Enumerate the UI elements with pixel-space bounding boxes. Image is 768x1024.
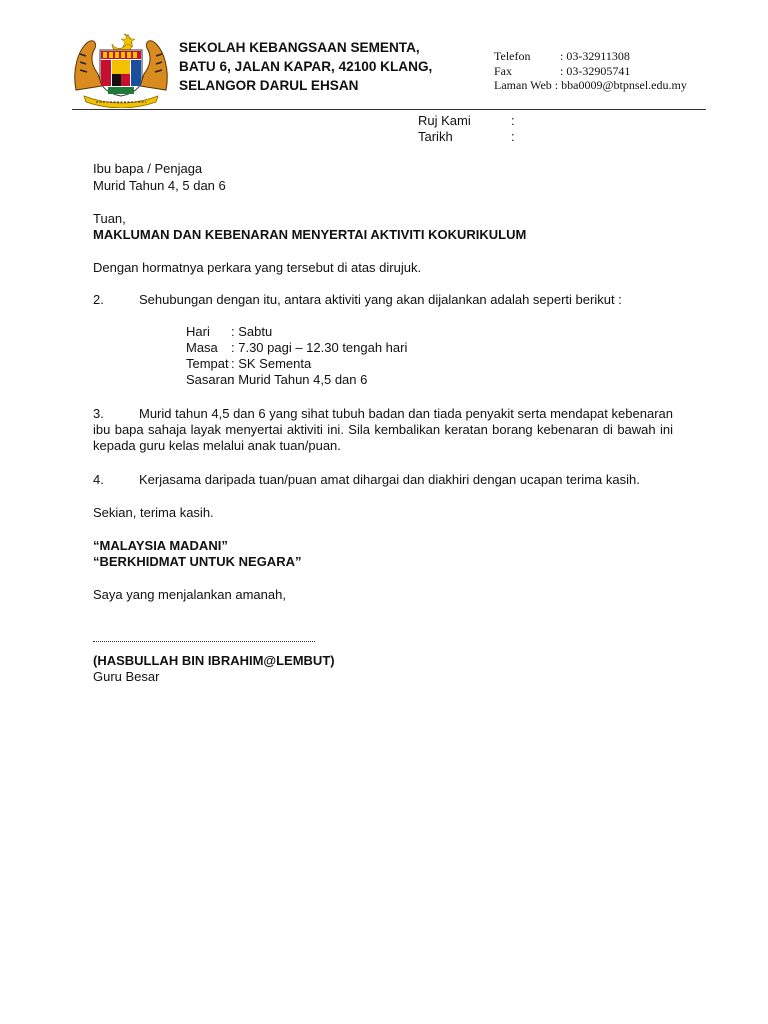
paragraph-number: 2. [93,292,104,307]
header-divider [72,109,706,110]
detail-row [186,324,407,340]
paragraph-number: 3. [93,406,104,421]
signature-line [93,641,315,642]
malaysia-coat-of-arms-icon [72,30,170,108]
paragraph-2 [93,292,673,308]
contact-value: : 03-32911308 [560,49,630,63]
recipient-line-1: Ibu bapa / Penjaga [93,161,203,176]
paragraph-number: 4. [93,472,104,487]
activity-details [186,324,407,388]
reference-label: Ruj Kami [418,113,471,128]
contact-value: : bba0009@btpnsel.edu.my [554,78,687,92]
paragraph-text: Kerjasama daripada tuan/puan amat dihargai dan diakhiri dengan ucapan terima kasih. [139,472,640,487]
detail-row [186,340,407,356]
signoff-line: Saya yang menjalankan amanah, [93,587,286,602]
intro-paragraph: Dengan hormatnya perkara yang tersebut di atas dirujuk. [93,260,422,275]
detail-row [186,356,407,372]
contact-web [494,78,687,93]
closing-line: Sekian, terima kasih. [93,505,214,520]
contact-block [494,49,687,93]
detail-value: : Murid Tahun 4,5 dan 6 [231,372,368,387]
reference-block [418,113,515,145]
contact-phone [494,49,687,64]
contact-fax [494,64,687,79]
detail-label: Sasaran [186,372,235,387]
school-name-line: SEKOLAH KEBANGSAAN SEMENTA, [179,40,420,55]
contact-label: Laman Web [494,78,552,92]
paragraph-text: Sehubungan dengan itu, antara aktiviti yang akan dijalankan adalah seperti berikut : [139,292,622,307]
paragraph-text: Murid tahun 4,5 dan 6 yang sihat tubuh badan dan tiada penyakit serta mendapat kebenaran ibu bapa sahaja layak menyertai aktiviti ini. Sila kembalikan keratan borang kebenaran di bawah ini kepada guru kelas melalui anak tuan/puan. [93,406,673,453]
school-address-line: BATU 6, JALAN KAPAR, 42100 KLANG, [179,59,433,74]
slogan-1: “MALAYSIA MADANI” [93,538,228,553]
school-name-block [179,38,432,95]
paragraph-3 [93,406,673,454]
detail-value: : Sabtu [231,324,273,339]
letter-subject: MAKLUMAN DAN KEBENARAN MENYERTAI AKTIVITI KOKURIKULUM [93,227,527,242]
detail-label: Tempat [186,356,229,371]
recipient-line-2: Murid Tahun 4, 5 dan 6 [93,178,226,193]
reference-value: : [511,113,515,128]
contact-label: Fax [494,63,512,78]
reference-row [418,113,515,129]
detail-value: : 7.30 pagi – 12.30 tengah hari [231,340,408,355]
paragraph-4 [93,472,673,488]
school-state-line: SELANGOR DARUL EHSAN [179,78,359,93]
salutation: Tuan, [93,211,126,226]
signatory-title: Guru Besar [93,669,160,684]
contact-label: Telefon [494,49,531,63]
reference-value: : [511,129,515,144]
detail-label: Masa [186,340,218,355]
reference-row [418,129,515,145]
reference-label: Tarikh [418,129,453,144]
detail-label: Hari [186,324,210,339]
detail-value: : SK Sementa [231,356,312,371]
detail-row [186,372,407,388]
contact-value: : 03-32905741 [560,63,631,78]
signatory-name: (HASBULLAH BIN IBRAHIM@LEMBUT) [93,653,335,668]
slogan-2: “BERKHIDMAT UNTUK NEGARA” [93,554,302,569]
